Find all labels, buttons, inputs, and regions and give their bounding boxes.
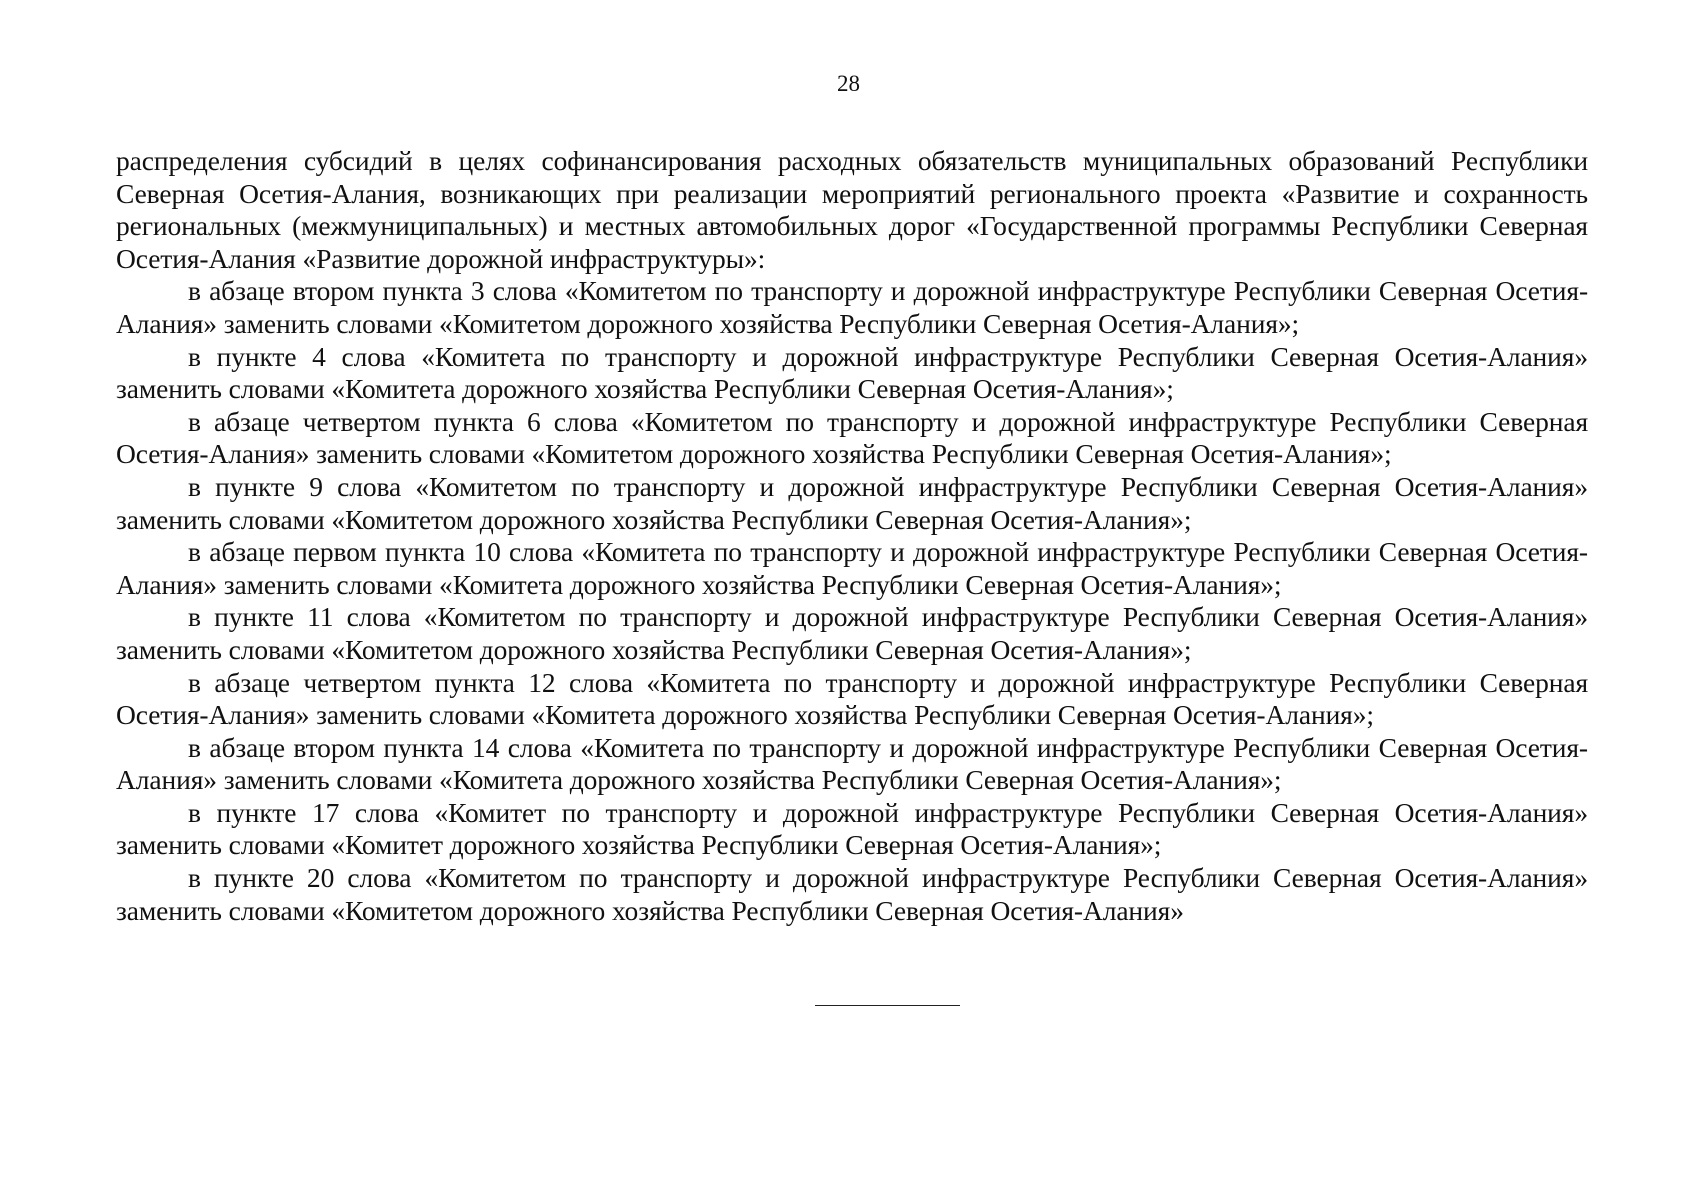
end-of-document-rule [815, 1005, 960, 1006]
amendment-paragraph: в пункте 20 слова «Комитетом по транспорту и дорожной инфраструктуре Республики Северная Осетия-Алания» заменить словами «Комитетом дорожного хозяйства Республики Северная Осетия-Алания» [116, 862, 1588, 926]
document-body [116, 145, 1588, 927]
amendment-paragraph: в пункте 9 слова «Комитетом по транспорту и дорожной инфраструктуре Республики Северная Осетия-Алания» заменить словами «Комитетом дорожного хозяйства Республики Северная Осетия-Алания»; [116, 470, 1588, 535]
amendment-paragraph: в абзаце первом пункта 10 слова «Комитета по транспорту и дорожной инфраструктуре Республики Северная Осетия-Алания» заменить словами «Комитета дорожного хозяйства Республики Северная Осетия-Алания»; [116, 536, 1588, 600]
amendment-paragraph: в пункте 17 слова «Комитет по транспорту и дорожной инфраструктуре Республики Северная Осетия-Алания» заменить словами «Комитет дорожного хозяйства Республики Северная Осетия-Алания»; [116, 796, 1588, 861]
amendment-paragraph: в абзаце четвертом пункта 12 слова «Комитета по транспорту и дорожной инфраструктуре Республики Северная Осетия-Алания» заменить словами «Комитета дорожного хозяйства Республики Северная Осетия-Алания»; [116, 666, 1588, 731]
amendment-paragraph: в пункте 4 слова «Комитета по транспорту и дорожной инфраструктуре Республики Северная Осетия-Алания» заменить словами «Комитета дорожного хозяйства Республики Северная Осетия-Алания»; [116, 340, 1588, 405]
amendment-paragraph: в абзаце втором пункта 14 слова «Комитета по транспорту и дорожной инфраструктуре Республики Северная Осетия-Алания» заменить словами «Комитета дорожного хозяйства Республики Северная Осетия-Алания»; [116, 731, 1588, 796]
amendment-paragraph: в пункте 11 слова «Комитетом по транспорту и дорожной инфраструктуре Республики Северная Осетия-Алания» заменить словами «Комитетом дорожного хозяйства Республики Северная Осетия-Алания»; [116, 601, 1588, 665]
page-number: 28 [837, 71, 860, 96]
amendment-paragraph: в абзаце втором пункта 3 слова «Комитетом по транспорту и дорожной инфраструктуре Республики Северная Осетия-Алания» заменить словами «Комитетом дорожного хозяйства Республики Северная Осетия-Алания»; [116, 275, 1588, 339]
paragraph-continuation: распределения субсидий в целях софинансирования расходных обязательств муниципальных образований Республики Северная Осетия-Алания, возникающих при реализации мероприятий регионального проекта «Развитие и сохранность региональных (межмуниципальных) и местных автомобильных дорог «Государственной программы Республики Северная Осетия-Алания «Развитие дорожной инфраструктуры»: [116, 145, 1588, 274]
amendment-paragraph: в абзаце четвертом пункта 6 слова «Комитетом по транспорту и дорожной инфраструктуре Республики Северная Осетия-Алания» заменить словами «Комитетом дорожного хозяйства Республики Северная Осетия-Алания»; [116, 405, 1588, 470]
